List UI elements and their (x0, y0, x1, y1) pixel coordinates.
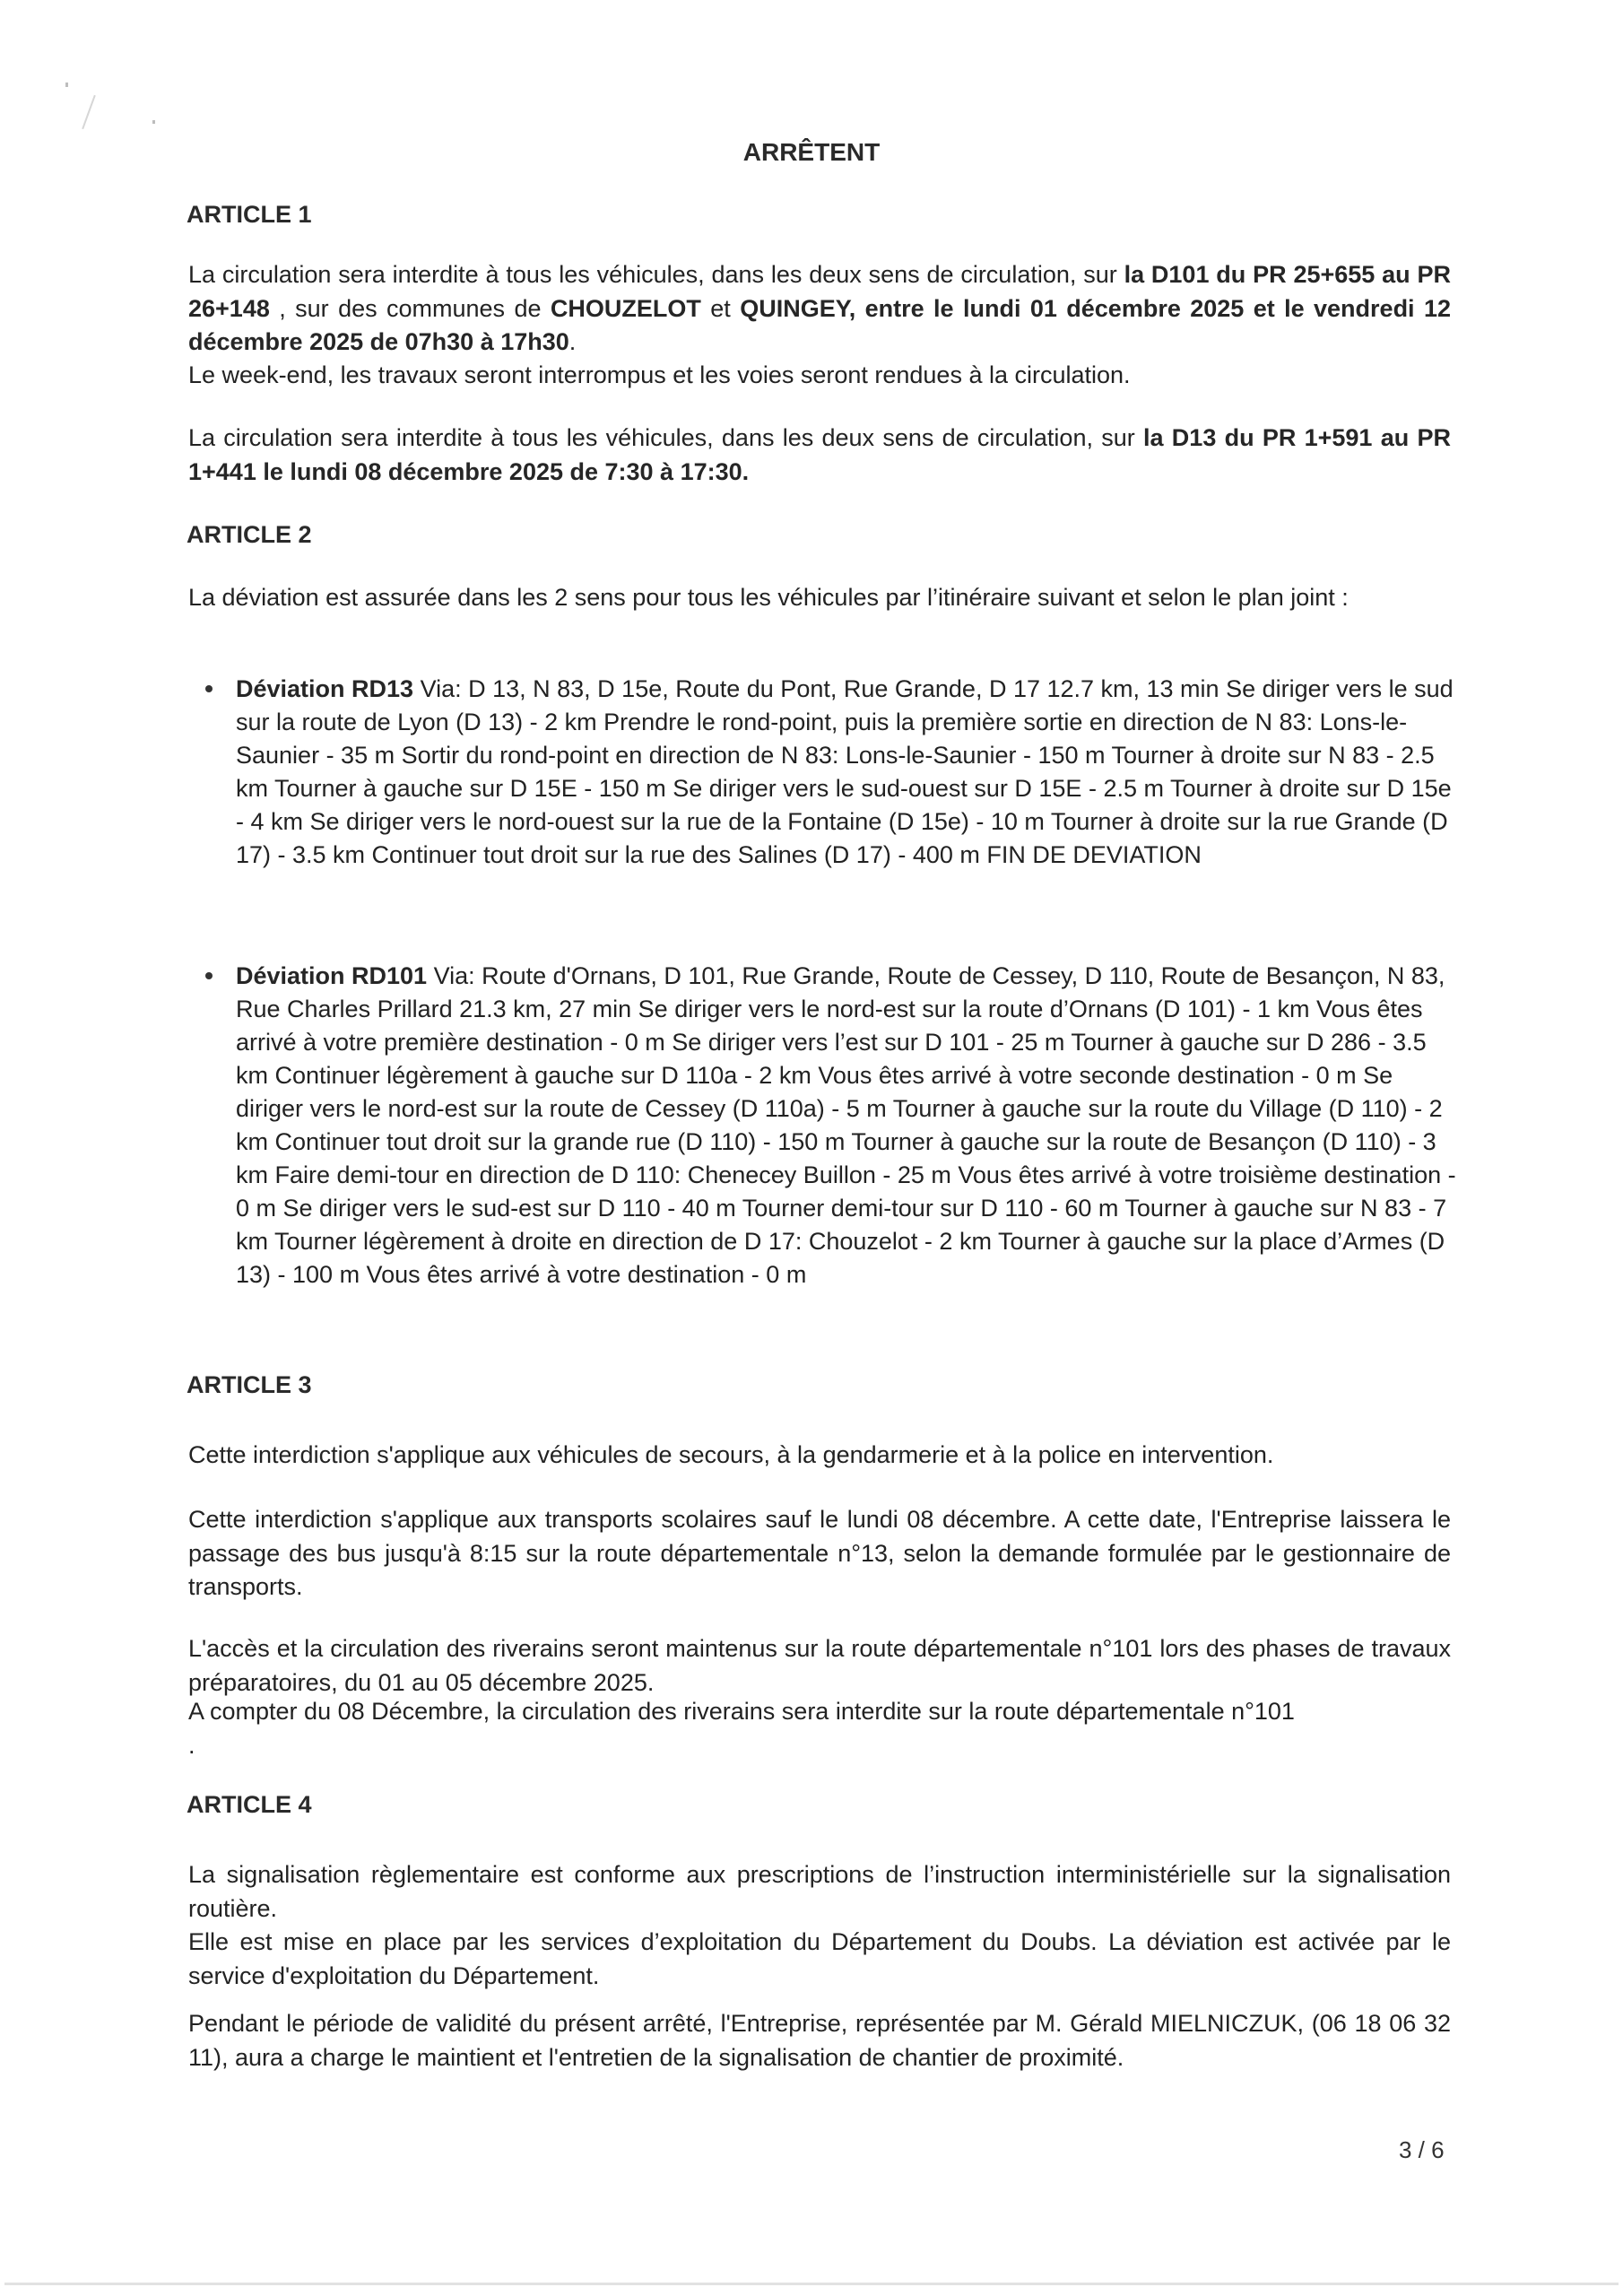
page-title: ARRÊTENT (742, 138, 881, 166)
article-3-paragraph-4: A compter du 08 Décembre, la circulation des riverains sera interdite sur la route départementale n°101 (188, 1698, 1295, 1725)
deviation-rd13-text: Via: D 13, N 83, D 15e, Route du Pont, Rue Grande, D 17 12.7 km, 13 min Se diriger vers le sud sur la route de Lyon (D 13) - 2 km Prendre le rond-point, puis la première sortie en direction de N 83: Lons-le-Saunier - 35 m Sortir du rond-point en direction de N 83: Lons-le-Saunier - 150 m Tourner à droite sur N 83 - 2.5 km Tourner à gauche sur D 15E - 150 m Se diriger vers le sud-ouest sur D 15E - 2.5 m Tourner à droite sur D 15e - 4 km Se diriger vers le nord-ouest sur la rue de la Fontaine (D 15e) - 10 m Tourner à droite sur la rue Grande (D 17) - 3.5 km Continuer tout droit sur la rue des Salines (D 17) - 400 m FIN DE DEVIATION (236, 675, 1454, 868)
deviation-rd13-item (202, 673, 1457, 872)
deviation-rd101-item (202, 960, 1457, 1292)
article-3-paragraph-1: Cette interdiction s'applique aux véhicules de secours, à la gendarmerie et à la police en intervention. (188, 1441, 1274, 1468)
article-3-heading: ARTICLE 3 (187, 1371, 312, 1398)
article-1-paragraph-2 (188, 422, 1451, 489)
article-2-intro: La déviation est assurée dans les 2 sens pour tous les véhicules par l’itinéraire suivant et selon le plan joint : (188, 584, 1349, 611)
article-4-paragraph-3: Pendant le période de validité du présent arrêté, l'Entreprise, représentée par M. Gérald MIELNICZUK, (06 18 06 32 11), aura a charge le maintient et l'entretien de la signalisation de chantier de proximité. (188, 2010, 1451, 2071)
page-bottom-edge (4, 2283, 1619, 2285)
scan-artifact-mark (82, 95, 96, 129)
text-segment: et (700, 294, 741, 322)
commune-quingey-dates: QUINGEY, entre le lundi 01 décembre 2025 et le vendredi 12 décembre 2025 de 07h30 à 17h30 (188, 294, 1451, 355)
road-section-d13: la D13 du PR 1+591 au PR 1+441 le lundi 08 décembre 2025 de 7:30 à 17:30. (188, 424, 1451, 485)
text-segment: La circulation sera interdite à tous les véhicules, dans les deux sens de circulation, sur (188, 424, 1144, 451)
article-4-paragraph-2: Elle est mise en place par les services d’exploitation du Département du Doubs. La déviation est activée par le service d'exploitation du Département. (188, 1928, 1451, 1989)
text-segment: , sur des communes de (269, 294, 551, 322)
commune-chouzelot: CHOUZELOT (550, 294, 701, 322)
article-4-paragraph-1: La signalisation règlementaire est conforme aux prescriptions de l’instruction interministérielle sur la signalisation routière. (188, 1861, 1451, 1922)
bullet-icon (205, 972, 213, 979)
article-2-heading: ARTICLE 2 (187, 521, 312, 548)
text-segment: . (568, 328, 577, 355)
article-1-weekend-note: Le week-end, les travaux seront interrompus et les voies seront rendues à la circulation. (188, 361, 1131, 388)
article-1-paragraph-1 (188, 258, 1451, 360)
article-1-heading: ARTICLE 1 (187, 201, 312, 228)
deviation-rd101-text: Via: Route d'Ornans, D 101, Rue Grande, Route de Cessey, D 110, Route de Besançon, N 83, Rue Charles Prillard 21.3 km, 27 min Se diriger vers le nord-est sur la route d’Ornans (D 101) - 1 km Vous êtes arrivé à votre première destination - 0 m Se diriger vers l’est sur D 101 - 25 m Tourner à gauche sur D 286 - 3.5 km Continuer légèrement à gauche sur D 110a - 2 km Vous êtes arrivé à votre seconde destination - 0 m Se diriger vers le nord-est sur la route de Cessey (D 110a) - 5 m Tourner à gauche sur la route du Village (D 110) - 2 km Continuer tout droit sur la grande rue (D 110) - 150 m Tourner à gauche sur la route de Besançon (D 110) - 3 km Faire demi-tour en direction de D 110: Chenecey Buillon - 25 m Vous êtes arrivé à votre troisième destination - 0 m Se diriger vers le sud-est sur D 110 - 40 m Tourner demi-tour sur D 110 - 60 m Tourner à gauche sur N 83 - 7 km Tourner légèrement à droite en direction de D 17: Chouzelot - 2 km Tourner à gauche sur la place d’Armes (D 13) - 100 m Vous êtes arrivé à votre destination - 0 m (236, 962, 1456, 1288)
scan-artifact-mark (152, 120, 155, 124)
article-3-paragraph-2: Cette interdiction s'applique aux transports scolaires sauf le lundi 08 décembre. A cette date, l'Entreprise laissera le passage des bus jusqu'à 8:15 sur la route départementale n°13, selon la demande formulée par le gestionnaire de transports. (188, 1506, 1451, 1600)
article-4-heading: ARTICLE 4 (187, 1791, 312, 1818)
article-3-paragraph-3: L'accès et la circulation des riverains seront maintenus sur la route départementale n°101 lors des phases de travaux préparatoires, du 01 au 05 décembre 2025. (188, 1635, 1451, 1696)
scan-artifact-mark (65, 83, 68, 87)
text-segment: La circulation sera interdite à tous les véhicules, dans les deux sens de circulation, sur (188, 261, 1124, 288)
article-3-trailing-period: . (188, 1732, 195, 1759)
bullet-icon (205, 685, 213, 692)
road-section-d101: la D101 du PR 25+655 au PR 26+148 (188, 261, 1451, 322)
deviation-rd101-title: Déviation RD101 (236, 962, 428, 989)
deviation-rd13-title: Déviation RD13 (236, 675, 414, 702)
page-number: 3 / 6 (1399, 2136, 1445, 2163)
